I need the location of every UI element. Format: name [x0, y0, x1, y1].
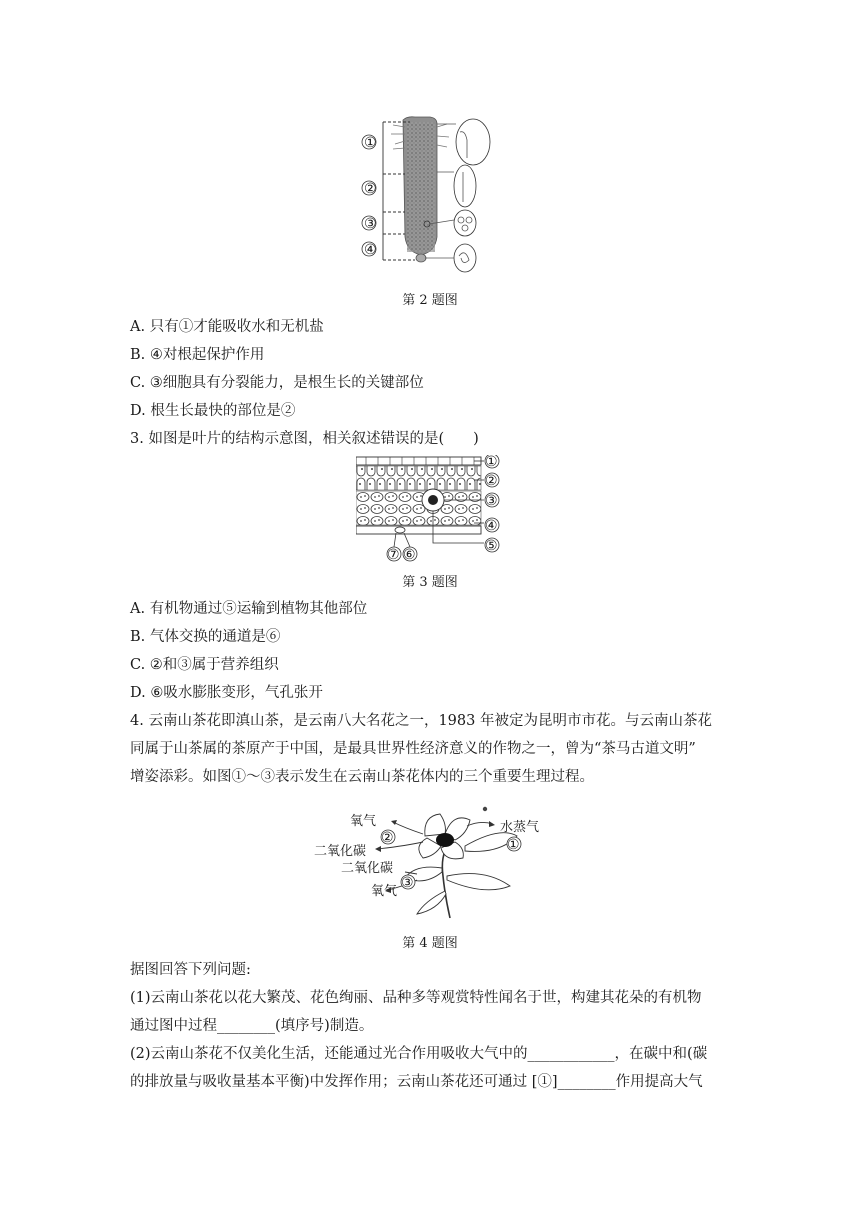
q4-stem-line-3: 增姿添彩。如图①～③表示发生在云南山茶花体内的三个重要生理过程。 — [130, 769, 594, 785]
callout-meristem — [454, 210, 476, 236]
q4-prompt: 据图回答下列问题: — [130, 962, 251, 978]
seed-dot — [483, 807, 487, 811]
q2-option-c: C. ③细胞具有分裂能力，是根生长的关键部位 — [130, 375, 424, 391]
callout-elongation — [454, 165, 476, 207]
leaf-right-bottom — [447, 874, 510, 890]
q2-option-b: B. ④对根起保护作用 — [130, 347, 265, 363]
q4-sub-line-1: (1)云南山茶花以花大繁茂、花色绚丽、品种多等观赏特性闻名于世，构建其花朵的有机物 — [130, 990, 702, 1006]
fig3-label-3: ③ — [485, 493, 498, 509]
fig3-label-2: ② — [485, 473, 498, 489]
stem — [442, 851, 450, 918]
fig4-label-co2-left: 二氧化碳 — [314, 844, 367, 859]
fig2-label-2: ② — [364, 181, 377, 197]
q3-option-c: C. ②和③属于营养组织 — [130, 657, 279, 673]
figure-3-caption: 第 3 题图 — [402, 575, 458, 590]
flower-center — [436, 833, 454, 847]
q2-option-d: D. 根生长最快的部位是② — [130, 403, 296, 419]
q2-option-a: A. 只有①才能吸收水和无机盐 — [130, 319, 324, 335]
q3-option-b: B. 气体交换的通道是⑥ — [130, 629, 281, 645]
q4-stem-line-2: 同属于山茶属的茶原产于中国，是最具世界性经济意义的作物之一，曾为“茶马古道文明” — [130, 741, 696, 757]
leaf-bottom — [417, 891, 446, 914]
figure-4-caption: 第 4 题图 — [402, 936, 458, 951]
figure-2-caption: 第 2 题图 — [402, 293, 458, 308]
callout-cap — [454, 244, 476, 272]
q4-sub-line-3: (2)云南山茶花不仅美化生活，还能通过光合作用吸收大气中的____________，在碳中和(碳 — [130, 1046, 708, 1062]
root-texture — [407, 122, 435, 252]
fig4-label-oxygen-bottom: 氧气 — [371, 884, 398, 899]
stoma — [395, 527, 405, 533]
palisade-layer — [356, 466, 481, 490]
q4-sub-line-4: 的排放量与吸收量基本平衡)中发挥作用；云南山茶花还可通过 [①]________作用提高大气 — [130, 1074, 703, 1090]
fig4-label-n2: ② — [381, 830, 394, 846]
fig3-label-5: ⑤ — [485, 538, 498, 554]
q3-option-d: D. ⑥吸水膨胀变形，气孔张开 — [130, 685, 323, 701]
fig4-label-water-vapor: 水蒸气 — [500, 820, 540, 835]
fig2-label-3: ③ — [364, 216, 377, 232]
fig2-label-4: ④ — [364, 242, 377, 258]
q4-sub-line-2: 通过图中过程________(填序号)制造。 — [130, 1018, 374, 1034]
fig3-label-4: ④ — [485, 518, 498, 534]
fig3-label-6: ⑥ — [403, 547, 416, 563]
fig4-label-n1: ① — [507, 837, 520, 853]
callout-root-hair — [456, 119, 490, 165]
q3-option-a: A. 有机物通过⑤运输到植物其他部位 — [130, 601, 368, 617]
fig4-label-n3: ③ — [401, 875, 414, 891]
figure-3-leaf-section — [356, 455, 506, 563]
q4-stem-line-1: 4. 云南山茶花即滇山茶，是云南八大名花之一，1983 年被定为昆明市市花。与云南山茶花 — [130, 713, 712, 729]
figure-2-root-tip — [355, 112, 505, 277]
spongy-layer — [356, 491, 481, 525]
q3-stem: 3. 如图是叶片的结构示意图，相关叙述错误的是( ) — [130, 431, 479, 447]
lower-epidermis — [356, 526, 481, 534]
fig4-label-co2-mid: 二氧化碳 — [341, 861, 394, 876]
fig3-label-7: ⑦ — [387, 547, 400, 563]
fig4-label-oxygen-top: 氧气 — [350, 814, 377, 829]
fig2-label-1: ① — [364, 135, 377, 151]
fig3-label-1: ① — [485, 454, 498, 470]
